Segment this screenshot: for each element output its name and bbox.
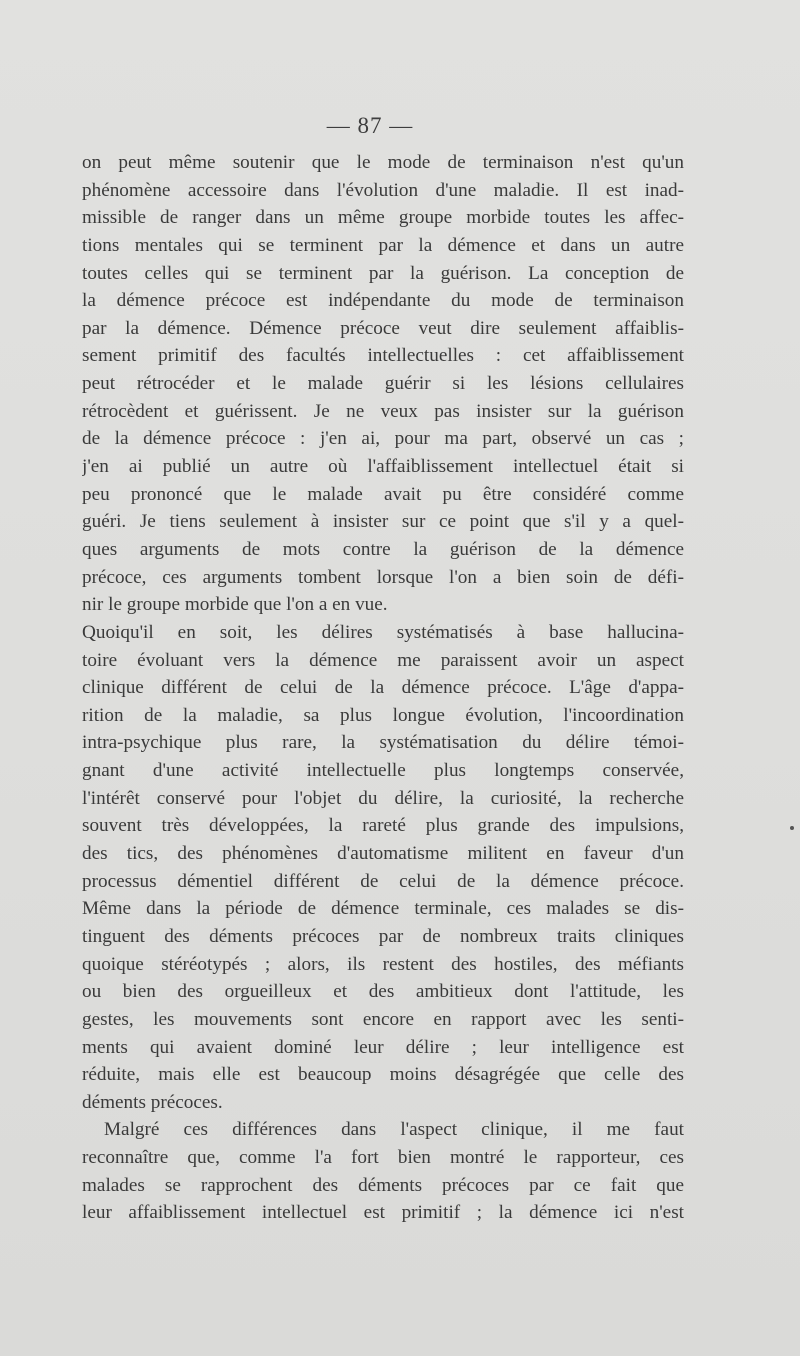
text-line: missible de ranger dans un même groupe morbide toutes les affec- [82, 207, 684, 229]
text-line: Même dans la période de démence terminale, ces malades se dis- [82, 898, 684, 920]
text-line: quoique stéréotypés ; alors, ils restent des hostiles, des méfiants [82, 953, 684, 975]
text-line: déments précoces. [82, 1091, 223, 1113]
text-line: de la démence précoce : j'en ai, pour ma part, observé un cas ; [82, 428, 684, 450]
text-line: peu prononcé que le malade avait pu être considéré comme [82, 483, 684, 505]
page-number: — 87 — [326, 113, 414, 138]
body-text [82, 149, 684, 1227]
text-line: Malgré ces différences dans l'aspect clinique, il me faut [104, 1119, 684, 1141]
text-line: tinguent des déments précoces par de nombreux traits cliniques [82, 925, 684, 947]
text-line: gestes, les mouvements sont encore en rapport avec les senti- [82, 1008, 684, 1030]
text-line: rition de la maladie, sa plus longue évolution, l'incoordination [82, 704, 684, 726]
text-line: toutes celles qui se terminent par la guérison. La conception de [82, 262, 684, 284]
text-line: on peut même soutenir que le mode de terminaison n'est qu'un [82, 152, 684, 173]
text-line: clinique différent de celui de la démence précoce. L'âge d'appa- [82, 677, 684, 699]
paragraph [82, 1116, 684, 1227]
text-line: Quoiqu'il en soit, les délires systématisés à base hallucina- [82, 621, 684, 643]
text-line: gnant d'une activité intellectuelle plus longtemps conservée, [82, 760, 684, 782]
text-line: ments qui avaient dominé leur délire ; leur intelligence est [82, 1036, 684, 1058]
text-line: réduite, mais elle est beaucoup moins désagrégée que celle des [82, 1064, 684, 1086]
paragraph [82, 149, 684, 619]
text-line: processus démentiel différent de celui de la démence précoce. [82, 870, 684, 892]
text-line: précoce, ces arguments tombent lorsque l'on a bien soin de défi- [82, 566, 684, 588]
text-line: phénomène accessoire dans l'évolution d'une maladie. Il est inad- [82, 179, 684, 201]
text-line: la démence précoce est indépendante du mode de terminaison [82, 290, 684, 312]
text-line: ques arguments de mots contre la guérison de la démence [82, 538, 684, 560]
text-line: des tics, des phénomènes d'automatisme militent en faveur d'un [82, 843, 684, 865]
text-line: intra-psychique plus rare, la systématisation du délire témoi- [82, 732, 684, 754]
text-line: ou bien des orgueilleux et des ambitieux dont l'attitude, les [82, 981, 684, 1003]
text-line: leur affaiblissement intellectuel est primitif ; la démence ici n'est [82, 1202, 684, 1224]
text-line: sement primitif des facultés intellectuelles : cet affaiblissement [82, 345, 684, 367]
print-speck [790, 826, 794, 830]
text-line: peut rétrocéder et le malade guérir si les lésions cellulaires [82, 373, 684, 395]
text-line: souvent très développées, la rareté plus grande des impulsions, [82, 815, 684, 837]
text-line: nir le groupe morbide que l'on a en vue. [82, 594, 388, 616]
text-line: par la démence. Démence précoce veut dire seulement affaiblis- [82, 317, 684, 339]
text-line: j'en ai publié un autre où l'affaiblissement intellectuel était si [82, 456, 684, 478]
text-line: toire évoluant vers la démence me paraissent avoir un aspect [82, 649, 684, 671]
text-line: l'intérêt conservé pour l'objet du délire, la curiosité, la recherche [82, 787, 684, 809]
text-line: reconnaître que, comme l'a fort bien montré le rapporteur, ces [82, 1147, 684, 1169]
text-line: guéri. Je tiens seulement à insister sur ce point que s'il y a quel- [82, 511, 684, 533]
text-line: rétrocèdent et guérissent. Je ne veux pas insister sur la guérison [82, 400, 684, 422]
text-line: tions mentales qui se terminent par la démence et dans un autre [82, 234, 684, 256]
text-line: malades se rapprochent des déments précoces par ce fait que [82, 1174, 684, 1196]
paragraph [82, 619, 684, 1117]
